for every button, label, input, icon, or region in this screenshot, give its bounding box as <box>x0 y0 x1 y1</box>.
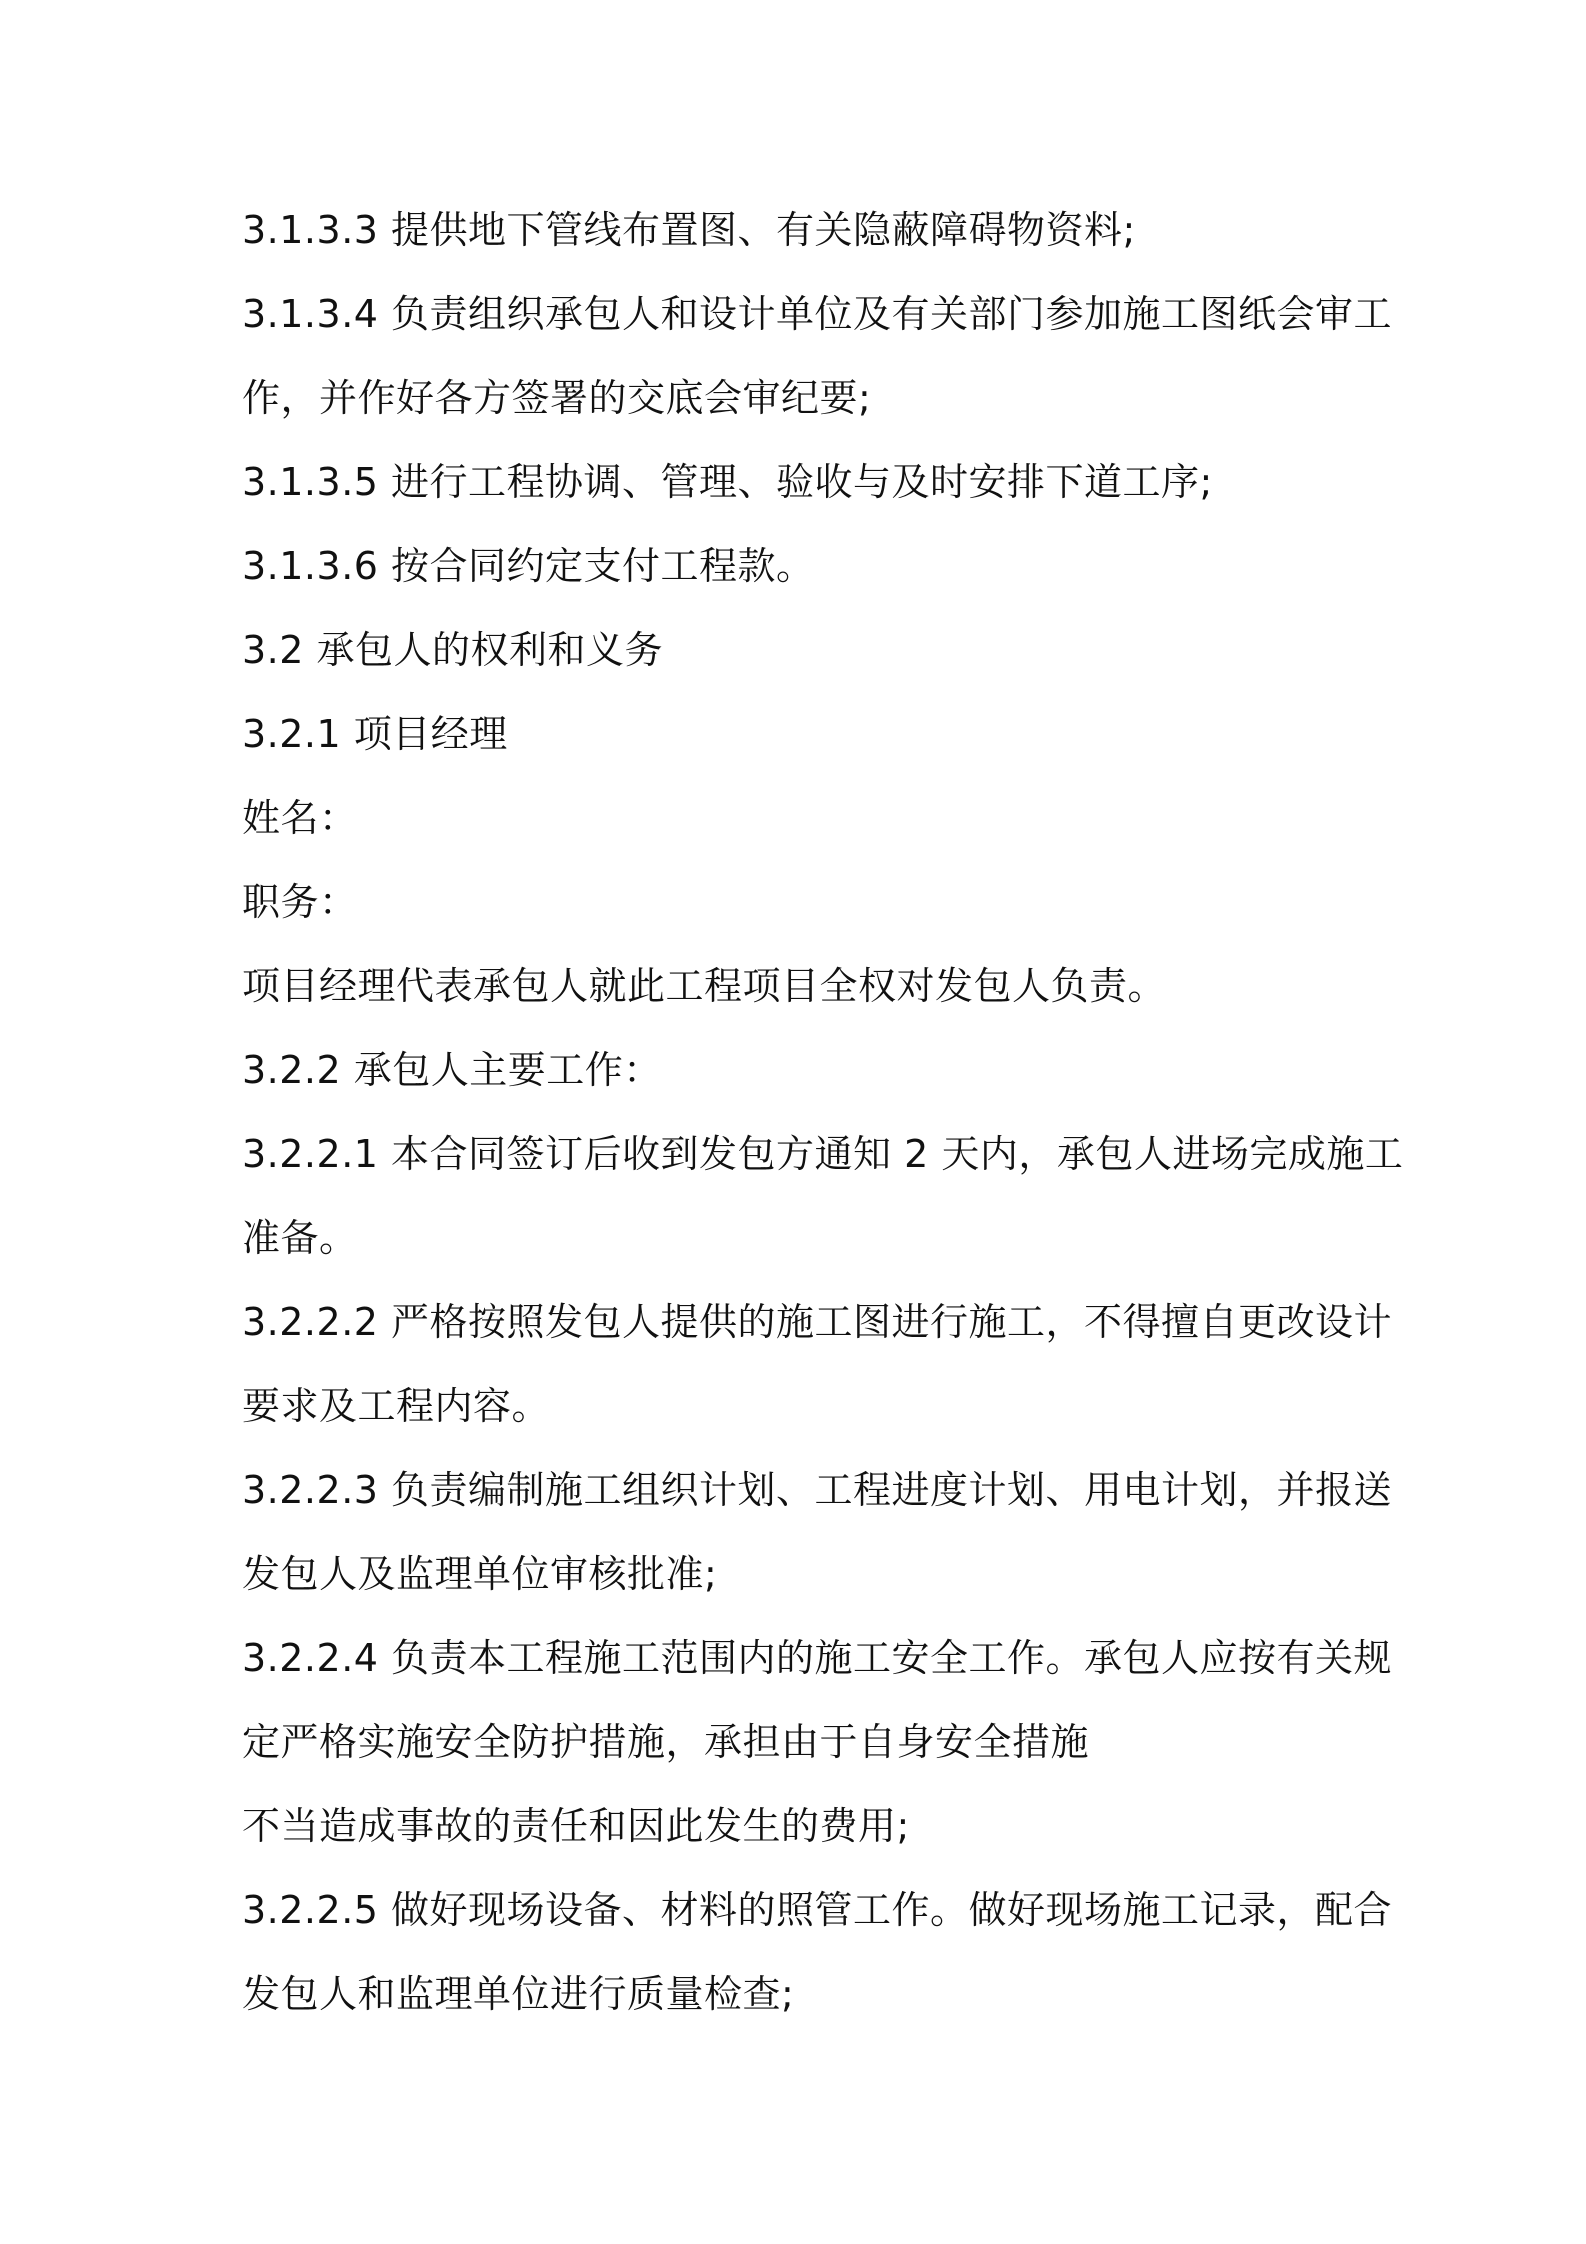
clause-3-1-3-4-cont: 作，并作好各方签署的交底会审纪要; <box>242 376 872 420</box>
clause-3-1-3-4: 3.1.3.4 负责组织承包人和设计单位及有关部门参加施工图纸会审工 <box>242 292 1393 336</box>
subsection-3-2-2-heading: 3.2.2 承包人主要工作： <box>242 1048 662 1092</box>
clause-3-2-2-3-cont: 发包人及监理单位审核批准; <box>242 1552 718 1596</box>
clause-3-2-2-2: 3.2.2.2 严格按照发包人提供的施工图进行施工，不得擅自更改设计 <box>242 1300 1393 1344</box>
clause-3-1-3-6: 3.1.3.6 按合同约定支付工程款。 <box>242 544 815 588</box>
clause-3-2-2-5-cont: 发包人和监理单位进行质量检查; <box>242 1972 795 2016</box>
clause-3-1-3-5: 3.1.3.5 进行工程协调、管理、验收与及时安排下道工序; <box>242 460 1213 504</box>
clause-3-2-2-4: 3.2.2.4 负责本工程施工范围内的施工安全工作。承包人应按有关规 <box>242 1636 1393 1680</box>
clause-3-2-2-4-cont: 定严格实施安全防护措施，承担由于自身安全措施 <box>242 1720 1090 1764</box>
clause-3-2-2-4-cont2: 不当造成事故的责任和因此发生的费用; <box>242 1804 910 1848</box>
clause-3-2-2-3: 3.2.2.3 负责编制施工组织计划、工程进度计划、用电计划，并报送 <box>242 1468 1393 1512</box>
clause-3-2-2-1-cont: 准备。 <box>242 1216 358 1260</box>
clause-3-2-2-2-cont: 要求及工程内容。 <box>242 1384 551 1428</box>
clause-3-1-3-3: 3.1.3.3 提供地下管线布置图、有关隐蔽障碍物资料; <box>242 208 1136 252</box>
position-field-label: 职务： <box>242 880 358 924</box>
name-field-label: 姓名： <box>242 796 358 840</box>
clause-3-2-2-5: 3.2.2.5 做好现场设备、材料的照管工作。做好现场施工记录，配合 <box>242 1888 1393 1932</box>
section-3-2-heading: 3.2 承包人的权利和义务 <box>242 628 664 672</box>
subsection-3-2-1-heading: 3.2.1 项目经理 <box>242 712 508 756</box>
project-manager-statement: 项目经理代表承包人就此工程项目全权对发包人负责。 <box>242 964 1167 1008</box>
clause-3-2-2-1: 3.2.2.1 本合同签订后收到发包方通知 2 天内，承包人进场完成施工 <box>242 1132 1404 1176</box>
